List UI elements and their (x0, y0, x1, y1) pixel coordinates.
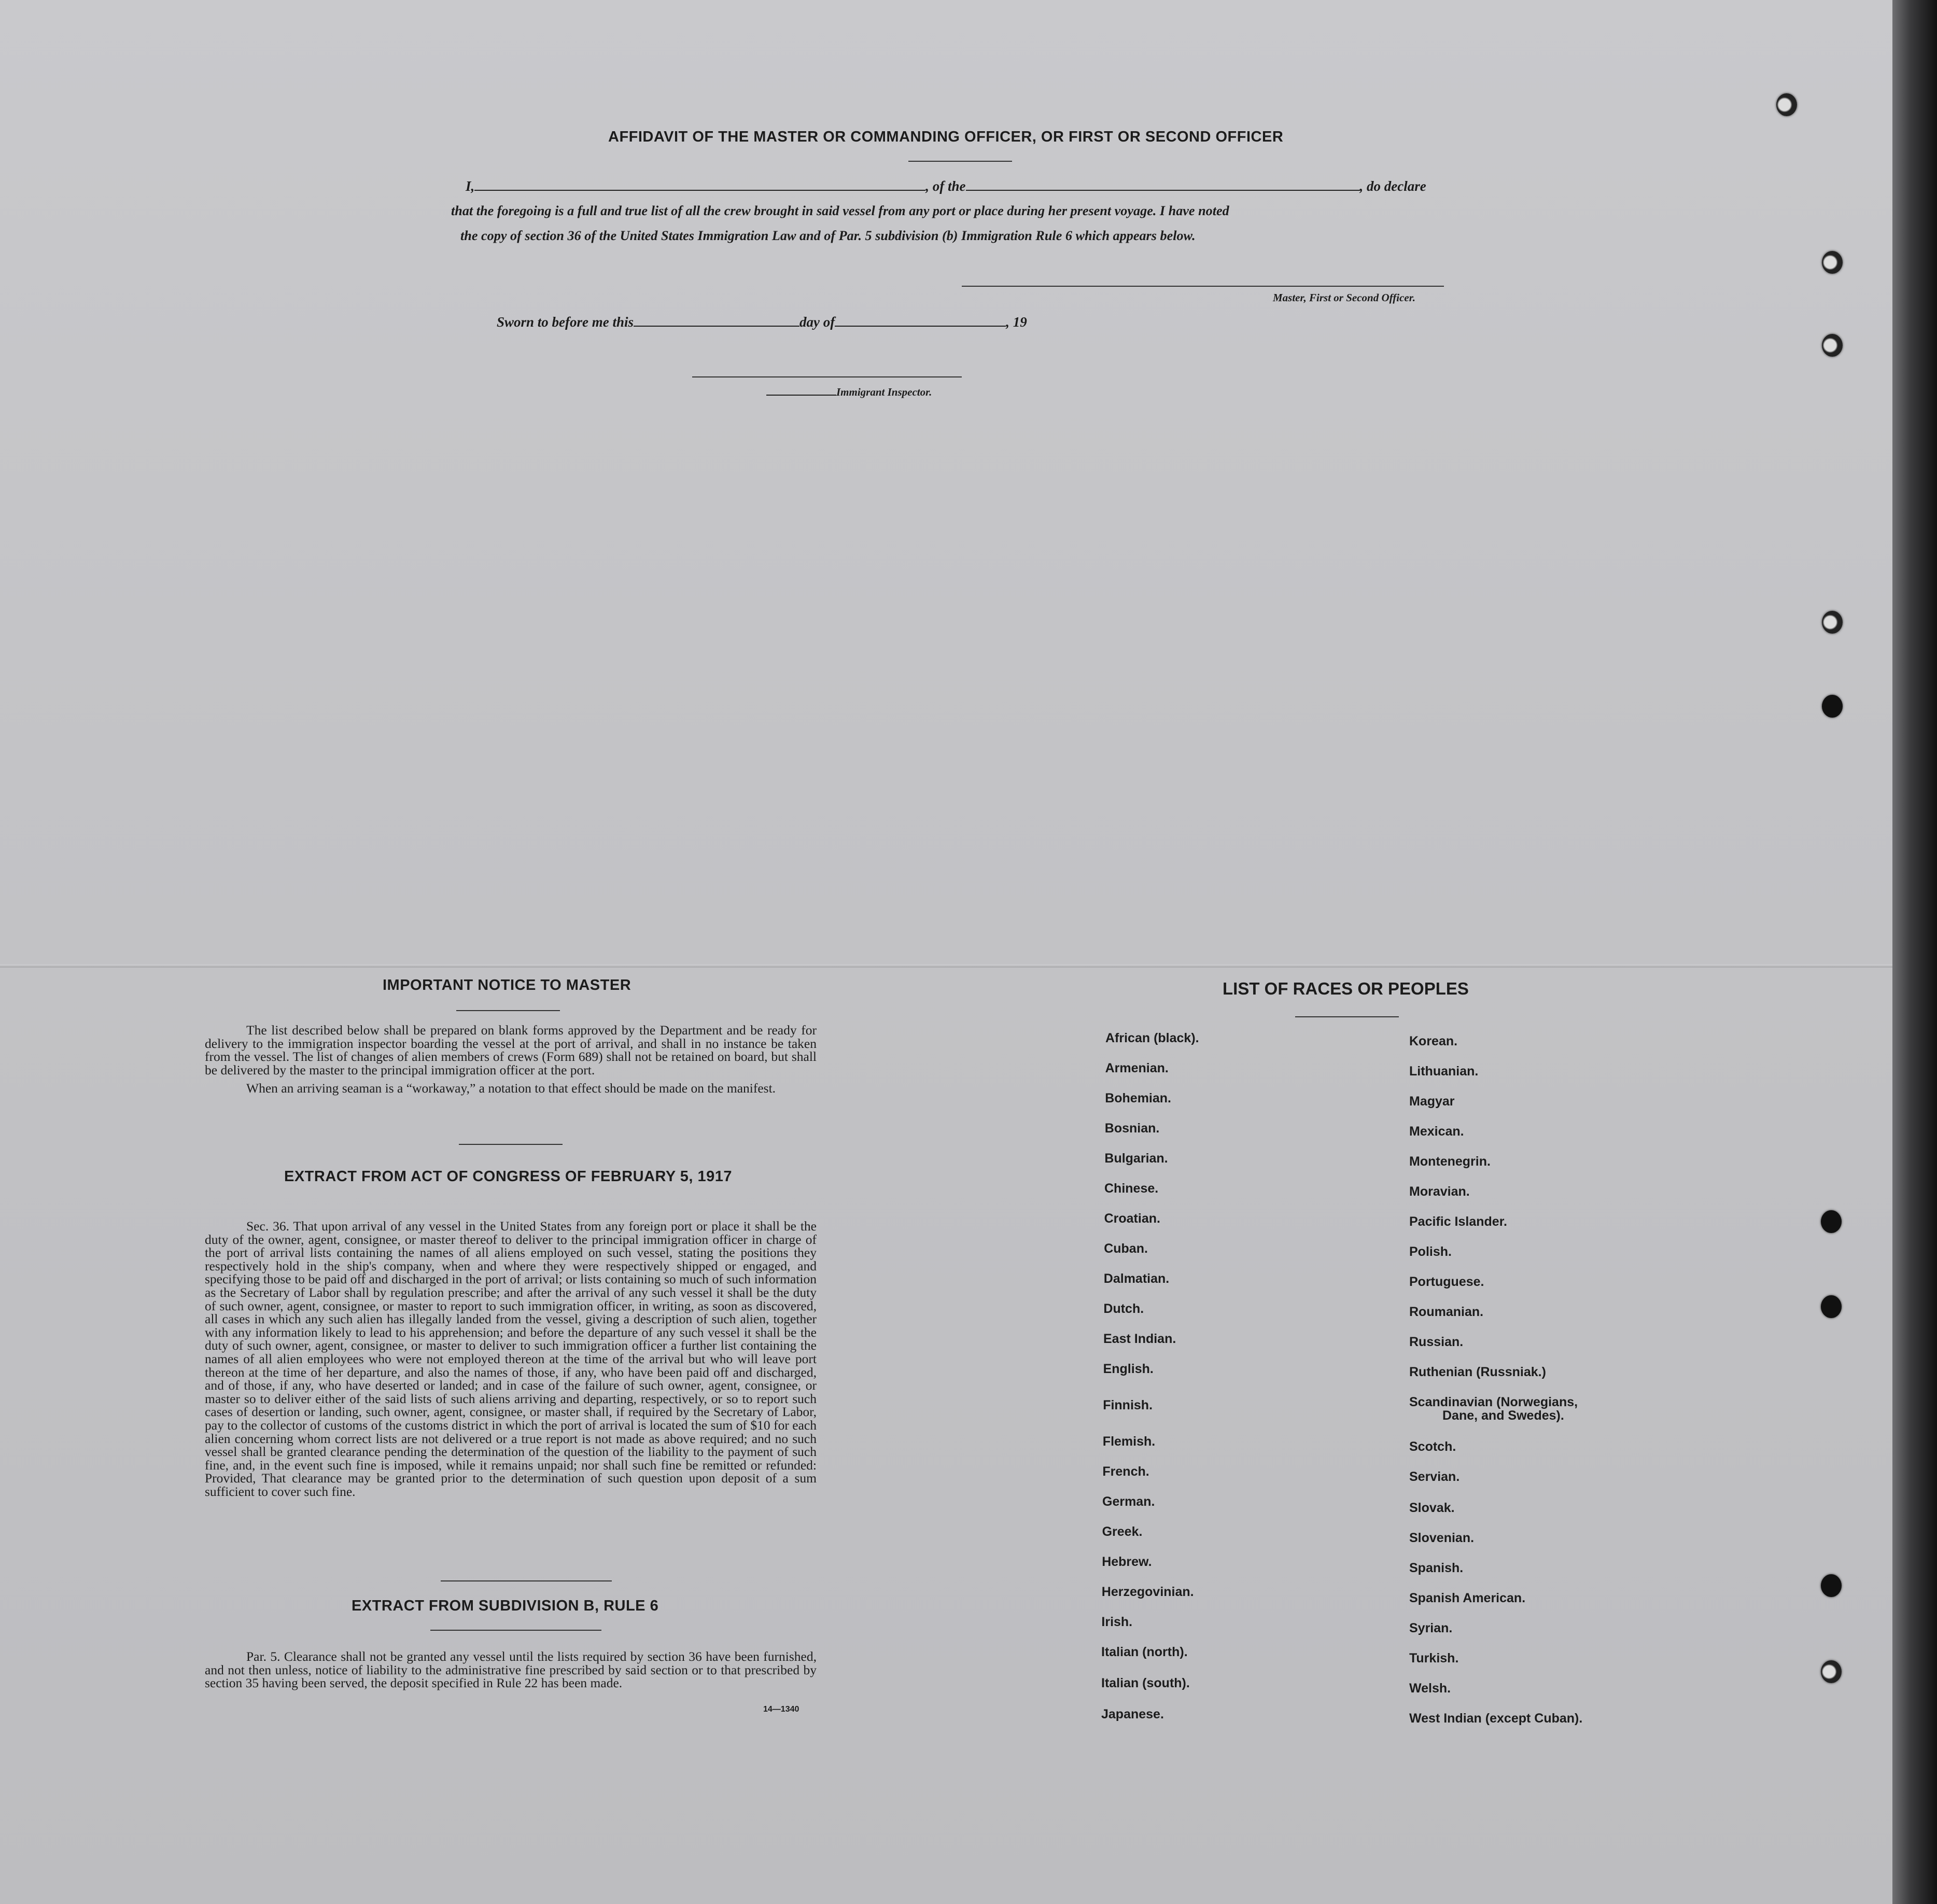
race-item: Finnish. (1103, 1398, 1153, 1412)
binder-hole-7 (1821, 1295, 1842, 1318)
race-item: Spanish. (1409, 1561, 1464, 1575)
race-item: Turkish. (1409, 1651, 1459, 1665)
race-item: Syrian. (1409, 1621, 1453, 1635)
race-item: Roumanian. (1409, 1305, 1484, 1319)
race-item: Korean. (1409, 1034, 1458, 1048)
race-item: Ruthenian (Russniak.) (1409, 1365, 1546, 1379)
name-blank[interactable] (474, 190, 925, 191)
race-item: Hebrew. (1102, 1555, 1152, 1569)
race-item: East Indian. (1103, 1332, 1176, 1346)
binder-hole-6 (1821, 1210, 1842, 1233)
race-item: Magyar (1409, 1094, 1455, 1109)
inspector-line (766, 386, 932, 399)
declaration-line-1 (466, 178, 1426, 194)
race-item: Dalmatian. (1103, 1271, 1170, 1286)
page-fold (0, 964, 1892, 968)
rule-title: EXTRACT FROM SUBDIVISION B, RULE 6 (352, 1598, 659, 1614)
rule-text: Par. 5. Clearance shall not be granted any vessel until the lists required by section 36 have been furnished, and not then unless, notice of liability to the administrative fine prescribed by said section or to that prescribed by section 35 having been served, the deposit specified in Rule 22 has been made. (205, 1649, 817, 1691)
race-item: Scandinavian (Norwegians, (1409, 1395, 1578, 1409)
race-item: Herzegovinian. (1101, 1585, 1194, 1599)
race-item: French. (1102, 1464, 1149, 1479)
binder-hole-9 (1821, 1660, 1842, 1683)
form-number: 14—1340 (763, 1705, 799, 1714)
race-item: Pacific Islander. (1409, 1214, 1507, 1229)
act-text: Sec. 36. That upon arrival of any vessel in the United States from any foreign port or place it shall be the duty of the owner, agent, consignee, or master thereof to deliver to the principal immigration officer in charge of the port of arrival lists containing the names of all aliens employed on such vessel, stating the positions they respectively hold in the ship's company, when and where they were respectively shipped or engaged, and specifying those to be paid off and discharged in the port of arrival; or lists containing so much of such information as the Secretary of Labor shall by regulation prescribe; and after the arrival of any such vessel it shall be the duty of such owner, agent, consignee, or master to report to such immigration officer, in writing, as soon as discovered, all cases in which any such alien has illegally landed from the vessel, giving a description of such alien, together with any information likely to lead to his apprehension; and before the departure of any such vessel it shall be the duty of such owner, agent, consignee, or master to deliver to such immigration officer a further list containing the names of all alien employees who were not employed thereon at the time of the arrival but who will leave port thereon at the time of her departure, and also the names of those, if any, who have been paid off and discharged, and of those, if any, who have deserted or landed; and in case of the failure of such owner, agent, consignee, or master so to deliver either of the said lists of such aliens arriving and departing, respectively, or so to report such cases of desertion or landing, such owner, agent, consignee, or master shall, if required by the Secretary of Labor, pay to the collector of customs of the customs district in which the port of arrival is located the sum of $10 for each alien concerning whom correct lists are not delivered or a true report is not made as above required; and no such vessel shall be granted clearance pending the determination of the question of the liability to the payment of such fine, and, in the event such fine is imposed, while it remains unpaid; nor shall such fine be remitted or refunded: Provided, That clearance may be granted prior to the determination of such question upon deposit of a sum sufficient to cover such fine. (205, 1219, 817, 1499)
race-item: Scotch. (1409, 1439, 1456, 1454)
sworn-label: Sworn to before me this (497, 314, 634, 330)
year-prefix: , 19 (1006, 314, 1027, 330)
of-the-label: , of the (925, 178, 966, 194)
binder-hole-3 (1822, 334, 1843, 357)
i-label: I, (466, 178, 475, 194)
race-item: German. (1102, 1494, 1155, 1509)
sworn-line (497, 314, 1027, 330)
inspector-prefix-blank (766, 395, 836, 396)
race-item: Bosnian. (1104, 1121, 1160, 1136)
notice-body (205, 1024, 817, 1095)
inspector-label: Immigrant Inspector. (836, 386, 932, 398)
race-item: Armenian. (1105, 1061, 1169, 1075)
race-item: English. (1103, 1362, 1154, 1376)
race-item: Italian (north). (1101, 1645, 1188, 1659)
race-item: Slovenian. (1409, 1531, 1475, 1545)
race-item: Japanese. (1101, 1707, 1164, 1721)
affidavit-title: AFFIDAVIT OF THE MASTER OR COMMANDING OFFICER, OR FIRST OR SECOND OFFICER (608, 129, 1284, 145)
notice-title: IMPORTANT NOTICE TO MASTER (383, 977, 631, 993)
race-item: Bohemian. (1105, 1091, 1171, 1105)
race-item: Greek. (1102, 1524, 1143, 1539)
race-item: Bulgarian. (1104, 1151, 1168, 1166)
binder-hole-1 (1776, 93, 1797, 116)
notice-divider (456, 1010, 560, 1011)
binder-hole-8 (1821, 1574, 1842, 1597)
race-item: Moravian. (1409, 1184, 1470, 1199)
race-item: Portuguese. (1409, 1275, 1484, 1289)
master-signature-line[interactable] (962, 286, 1444, 287)
race-item: Russian. (1409, 1335, 1464, 1349)
rule-title-divider (430, 1630, 601, 1631)
races-title: LIST OF RACES OR PEOPLES (1223, 979, 1469, 998)
binder-hole-5 (1822, 695, 1843, 718)
race-item: Flemish. (1102, 1434, 1156, 1449)
title-underline (908, 161, 1012, 162)
binder-hole-2 (1822, 251, 1843, 274)
race-item: Croatian. (1104, 1211, 1160, 1226)
sworn-day-blank[interactable] (634, 326, 799, 327)
race-item: Dane, and Swedes). (1442, 1408, 1564, 1423)
race-item: Spanish American. (1409, 1591, 1526, 1605)
race-item: Irish. (1101, 1615, 1133, 1629)
inspector-signature-line[interactable] (692, 376, 962, 377)
act-title: EXTRACT FROM ACT OF CONGRESS OF FEBRUARY 5, 1917 (284, 1168, 733, 1185)
page-edge-shadow (1892, 0, 1937, 1904)
notice-paragraph-2: When an arriving seaman is a “workaway,” a notation to that effect should be made on the manifest. (246, 1081, 776, 1096)
race-item: African (black). (1105, 1031, 1199, 1045)
act-body (205, 1220, 817, 1498)
sworn-month-blank[interactable] (835, 326, 1006, 327)
race-item: Montenegrin. (1409, 1154, 1491, 1169)
declaration-line-2: that the foregoing is a full and true list of all the crew brought in said vessel from any port or place during her present voyage. I have noted (451, 203, 1229, 218)
day-of-label: day of (799, 314, 835, 330)
race-item: Dutch. (1103, 1301, 1144, 1316)
race-item: Welsh. (1409, 1681, 1451, 1696)
race-item: Cuban. (1104, 1241, 1148, 1256)
race-item: West Indian (except Cuban). (1409, 1711, 1583, 1726)
master-signature-label: Master, First or Second Officer. (1273, 291, 1415, 304)
notice-paragraph-1: The list described below shall be prepared on blank forms approved by the Department and be ready for delivery to the immigration inspector boarding the vessel at the port of arrival, and shall in no instance be taken from the vessel. The list of changes of alien members of crews (Form 689) shall not be retained on board, but shall be delivered by the master to the principal immigration officer at the port. (205, 1023, 817, 1077)
race-item: Mexican. (1409, 1124, 1464, 1139)
declaration-line-3: the copy of section 36 of the United States Immigration Law and of Par. 5 subdivision (b) Immigration Rule 6 which appears below. (460, 228, 1196, 243)
notice-act-divider (459, 1144, 563, 1145)
act-rule-divider (441, 1580, 612, 1581)
race-item: Italian (south). (1101, 1676, 1190, 1690)
race-item: Servian. (1409, 1469, 1460, 1484)
vessel-blank[interactable] (966, 190, 1360, 191)
binder-hole-4 (1822, 611, 1843, 634)
race-item: Chinese. (1104, 1181, 1159, 1196)
do-declare-label: , do declare (1359, 178, 1426, 194)
race-item: Polish. (1409, 1244, 1452, 1259)
race-item: Lithuanian. (1409, 1064, 1479, 1079)
races-divider (1295, 1016, 1399, 1017)
rule-body (205, 1650, 817, 1690)
race-item: Slovak. (1409, 1501, 1455, 1515)
